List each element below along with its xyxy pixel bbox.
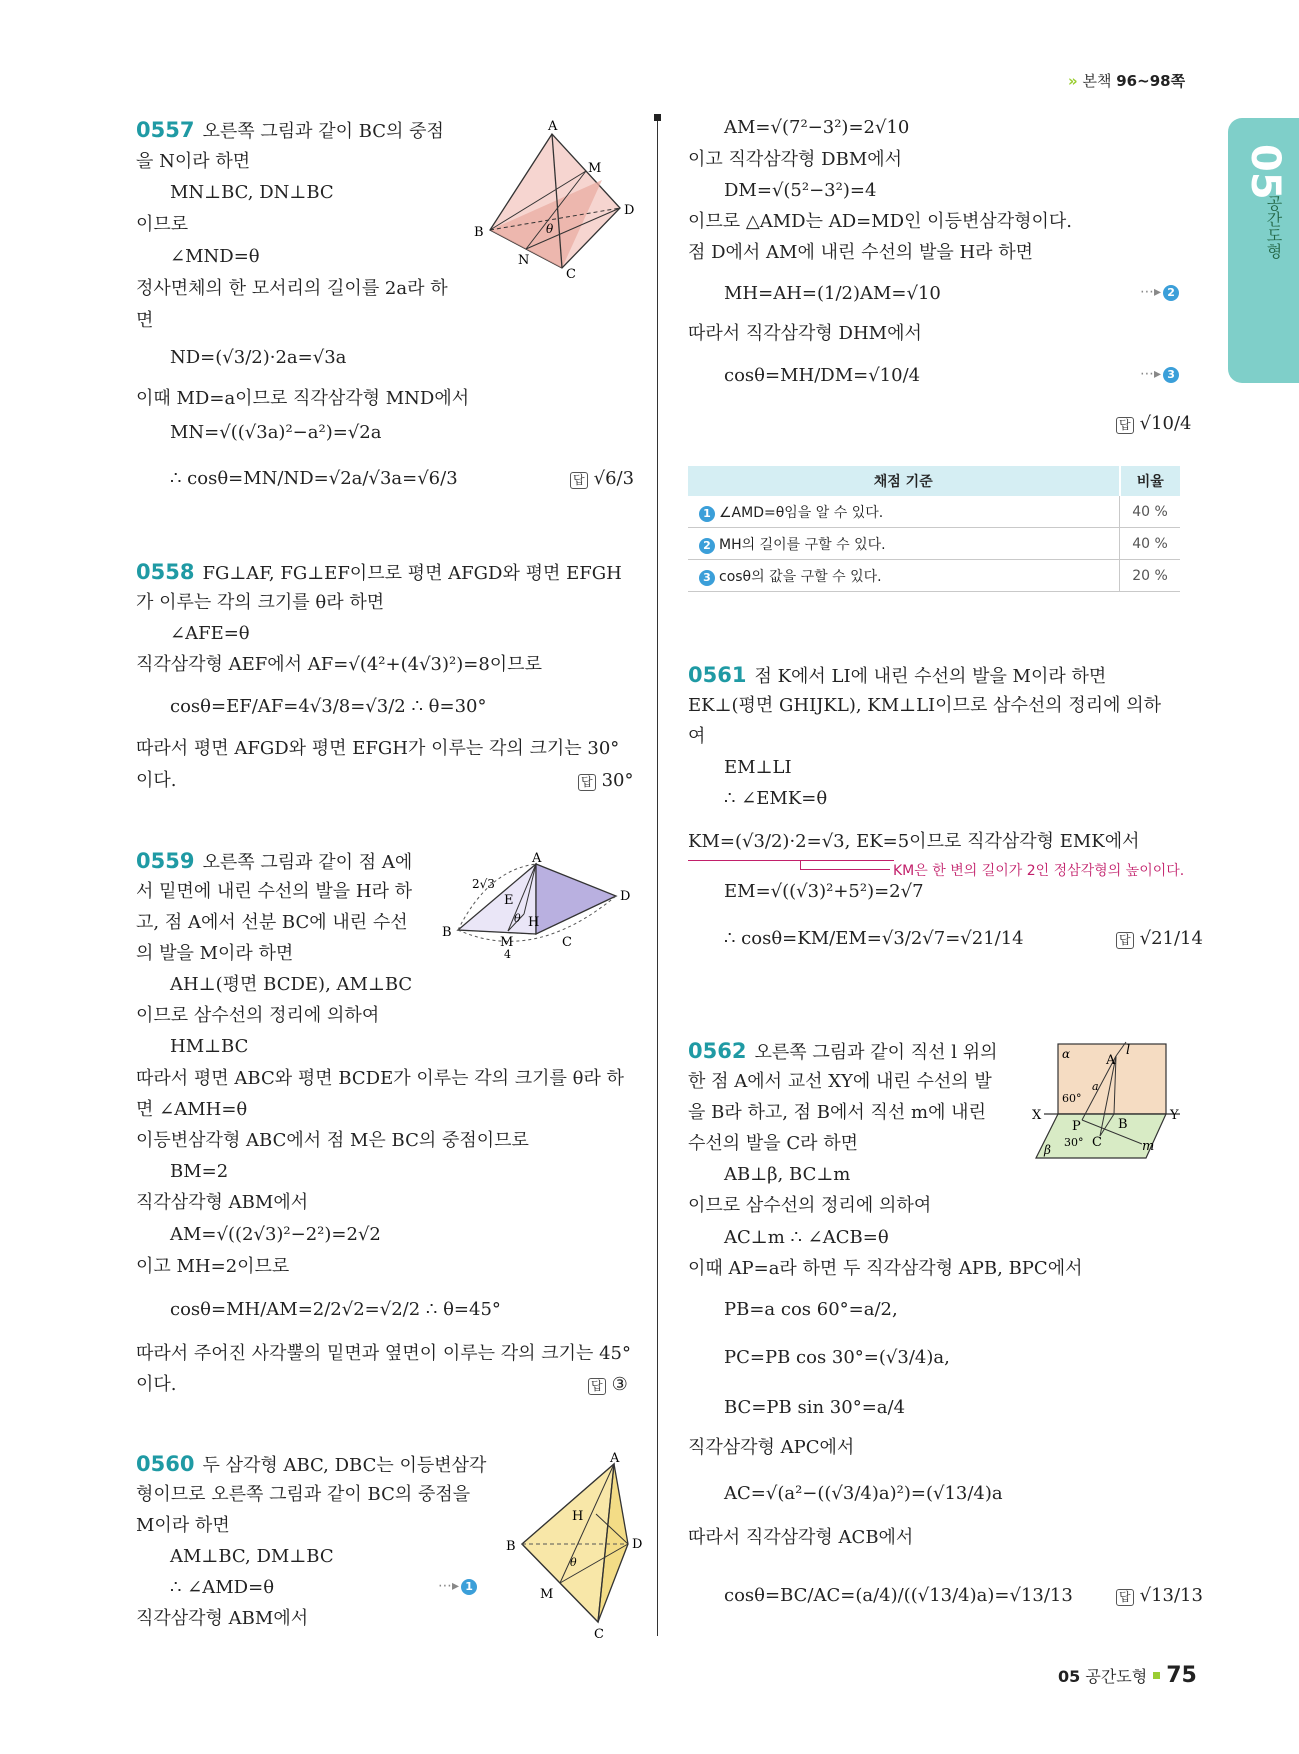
text-line: 이고 MH=2이므로 (136, 1256, 290, 1277)
table-row: 3 cosθ의 값을 구할 수 있다. 20 % (688, 560, 1180, 592)
text-line: M이라 하면 (136, 1515, 230, 1536)
page-range: 96~98쪽 (1116, 72, 1186, 90)
text-line: 형이므로 오른쪽 그림과 같이 BC의 중점을 (136, 1484, 471, 1505)
footer-chapter-title: 공간도형 (1085, 1667, 1148, 1686)
text-line: 따라서 직각삼각형 ACB에서 (688, 1527, 914, 1548)
problem-number: 0560 (136, 1452, 195, 1476)
svg-text:a: a (1092, 1080, 1099, 1093)
equation: MN=√((√3a)²−a²)=√2a (170, 422, 382, 443)
text-line: HM⊥BC (170, 1036, 249, 1057)
problem-number: 0562 (688, 1039, 747, 1063)
svg-text:N: N (518, 253, 530, 268)
svg-text:E: E (504, 893, 514, 908)
svg-text:A: A (1106, 1053, 1116, 1068)
text-line: EM⊥LI (724, 757, 792, 778)
svg-text:α: α (1062, 1047, 1071, 1061)
svg-text:D: D (632, 1537, 643, 1552)
text-line: 두 삼각형 ABC, DBC는 이등변삼각 (202, 1455, 487, 1476)
svg-text:θ: θ (546, 222, 554, 236)
answer-value: √6/3 (593, 468, 635, 489)
equation: AC=√(a²−((√3/4)a)²)=(√13/4)a (724, 1483, 1003, 1504)
text-line: 을 N이라 하면 (136, 151, 251, 172)
equation: DM=√(5²−3²)=4 (724, 180, 877, 201)
text-line: ∠AFE=θ (170, 623, 250, 644)
chapter-tab-title: 공간도형 (1264, 195, 1283, 259)
text-line: 이므로 삼수선의 정리에 의하여 (136, 1005, 380, 1026)
text-line: 점 D에서 AM에 내린 수선의 발을 H라 하면 (688, 242, 1034, 263)
text-line: 직각삼각형 AEF에서 AF=√(4²+(4√3)²)=8이므로 (136, 654, 542, 675)
text-line: 이다. (136, 770, 177, 791)
text-line: 면 ∠AMH=θ (136, 1099, 248, 1120)
divider-mark (654, 114, 661, 121)
text-line: AH⊥(평면 BCDE), AM⊥BC (170, 974, 413, 995)
svg-text:2√3: 2√3 (472, 877, 495, 891)
text-line: AC⊥m ∴ ∠ACB=θ (724, 1227, 889, 1248)
svg-text:H: H (528, 915, 540, 930)
answer (588, 1373, 628, 1397)
answer (578, 769, 634, 793)
answer-mark-icon: 답 (588, 1378, 606, 1395)
svg-text:C: C (566, 267, 576, 282)
equation: AM=√(7²−3²)=2√10 (724, 117, 910, 138)
text-line: 따라서 주어진 사각뿔의 밑면과 옆면이 이루는 각의 크기는 45° (136, 1343, 631, 1364)
answer-mark-icon: 답 (1116, 932, 1134, 949)
problem-number: 0561 (688, 663, 747, 687)
text-line: ∠MND=θ (170, 246, 260, 267)
svg-text:30°: 30° (1064, 1136, 1084, 1149)
text-line: 따라서 평면 ABC와 평면 BCDE가 이루는 각의 크기를 θ라 하 (136, 1068, 624, 1089)
svg-text:M: M (588, 161, 602, 176)
equation: PB=a cos 60°=a/2, (724, 1299, 898, 1320)
text-line: 오른쪽 그림과 같이 BC의 중점 (202, 121, 444, 142)
svg-text:M: M (500, 935, 514, 950)
svg-text:B: B (474, 225, 484, 240)
answer-mark-icon: 답 (570, 472, 588, 489)
text-line: ∴ ∠AMD=θ (170, 1577, 275, 1598)
svg-text:B: B (1118, 1117, 1128, 1132)
equation: cosθ=EF/AF=4√3/8=√3/2 ∴ θ=30° (170, 696, 487, 717)
text-line: 이때 MD=a이므로 직각삼각형 MND에서 (136, 388, 470, 409)
grading-criteria-table (688, 466, 1180, 592)
note-connector (800, 869, 890, 870)
page-footer (1058, 1663, 1197, 1688)
equation: cosθ=MH/AM=2/2√2=√2/2 ∴ θ=45° (170, 1299, 501, 1320)
equation: KM=(√3/2)·2=√3, EK=5이므로 직각삼각형 EMK에서 (688, 831, 1140, 852)
footer-chapter-number: 05 (1058, 1667, 1081, 1686)
svg-text:H: H (572, 1509, 584, 1524)
text-line: 의 발을 M이라 하면 (136, 943, 294, 964)
answer-value: √21/14 (1139, 928, 1203, 949)
text-line: 이고 직각삼각형 DBM에서 (688, 149, 903, 170)
answer-mark-icon: 답 (578, 774, 596, 791)
pyramid-figure (438, 852, 638, 962)
problem-number: 0559 (136, 849, 195, 873)
answer-mark-icon: 답 (1116, 417, 1134, 434)
tetrahedron-figure (470, 118, 640, 283)
text-line: 오른쪽 그림과 같이 직선 l 위의 (754, 1042, 998, 1063)
answer (1116, 412, 1191, 436)
svg-text:θ: θ (514, 912, 521, 925)
text-line: 이때 AP=a라 하면 두 직각삼각형 APB, BPC에서 (688, 1258, 1083, 1279)
text-line: MN⊥BC, DN⊥BC (170, 182, 334, 203)
svg-text:X: X (1032, 1108, 1042, 1123)
side-note: KM은 한 변의 길이가 2인 정삼각형의 높이이다. (893, 863, 1185, 879)
ratio-header: 비율 (1120, 466, 1181, 496)
equation: cosθ=BC/AC=(a/4)/((√13/4)a)=√13/13 (724, 1585, 1073, 1606)
answer-mark-icon: 답 (1116, 1589, 1134, 1606)
step-marker-3: ⋯▸ 3 (1140, 366, 1183, 383)
svg-text:C: C (562, 935, 572, 950)
text-line: 이므로 △AMD는 AD=MD인 이등변삼각형이다. (688, 211, 1073, 232)
svg-text:P: P (1072, 1119, 1081, 1134)
text-line: 이다. (136, 1374, 177, 1395)
equation: MH=AH=(1/2)AM=√10 (724, 283, 941, 304)
text-line: 이등변삼각형 ABC에서 점 M은 BC의 중점이므로 (136, 1130, 529, 1151)
svg-text:60°: 60° (1062, 1092, 1082, 1105)
text-line: 을 B라 하고, 점 B에서 직선 m에 내린 (688, 1102, 986, 1123)
page-number: 75 (1166, 1663, 1197, 1688)
svg-text:β: β (1044, 1143, 1051, 1157)
svg-text:D: D (624, 203, 635, 218)
equation: ∴ cosθ=KM/EM=√3/2√7=√21/14 (724, 928, 1024, 949)
answer (1116, 927, 1203, 951)
answer (570, 467, 634, 491)
column-divider (657, 116, 658, 1636)
answer-value: √13/13 (1139, 1585, 1203, 1606)
svg-text:m: m (1142, 1139, 1155, 1154)
text-line: EK⊥(평면 GHIJKL), KM⊥LI이므로 삼수선의 정리에 의하 (688, 695, 1161, 716)
svg-text:A: A (610, 1451, 620, 1466)
table-row: 2 MH의 길이를 구할 수 있다. 40 % (688, 528, 1180, 560)
text-line: 따라서 평면 AFGD와 평면 EFGH가 이루는 각의 크기는 30° (136, 738, 620, 759)
text-line: AM⊥BC, DM⊥BC (170, 1546, 334, 1567)
text-line: 이므로 (136, 214, 189, 235)
equation: cosθ=MH/DM=√10/4 (724, 365, 921, 386)
note-underline (688, 860, 894, 861)
text-line: 가 이루는 각의 크기를 θ라 하면 (136, 592, 385, 613)
text-line: 수선의 발을 C라 하면 (688, 1133, 859, 1154)
planes-figure (1030, 1040, 1190, 1162)
text-line: 직각삼각형 ABM에서 (136, 1192, 309, 1213)
svg-text:B: B (442, 925, 452, 940)
text-line: 직각삼각형 APC에서 (688, 1437, 855, 1458)
answer-value: 30° (601, 770, 634, 791)
problem-number: 0558 (136, 560, 195, 584)
answer-value: √10/4 (1139, 413, 1192, 434)
svg-text:4: 4 (504, 948, 511, 961)
text-line: 따라서 직각삼각형 DHM에서 (688, 323, 922, 344)
text-line: 고, 점 A에서 선분 BC에 내린 수선 (136, 912, 408, 933)
svg-text:C: C (594, 1627, 604, 1642)
answer (1116, 1584, 1203, 1608)
text-line: 이므로 삼수선의 정리에 의하여 (688, 1195, 932, 1216)
text-line: 정사면체의 한 모서리의 길이를 2a라 하 (136, 278, 448, 299)
answer-value: ③ (611, 1374, 628, 1395)
text-line: 면 (136, 310, 154, 331)
svg-text:B: B (506, 1539, 516, 1554)
problem-number: 0557 (136, 118, 195, 142)
chevron-right-icon: » (1068, 72, 1078, 90)
text-line: ∴ ∠EMK=θ (724, 788, 828, 809)
svg-text:A: A (532, 851, 542, 866)
equation: PC=PB cos 30°=(√3/4)a, (724, 1347, 950, 1368)
label-A: A (548, 119, 558, 134)
book-ref: 본책 (1082, 72, 1112, 90)
svg-text:Y: Y (1170, 1108, 1179, 1123)
svg-text:C: C (1092, 1135, 1102, 1150)
svg-text:D: D (620, 889, 631, 904)
svg-text:M: M (540, 1587, 554, 1602)
text-line: FG⊥AF, FG⊥EF이므로 평면 AFGD와 평면 EFGH (202, 563, 622, 584)
step-marker-1: ⋯▸ 1 (438, 1578, 481, 1595)
text-line: 한 점 A에서 교선 XY에 내린 수선의 발 (688, 1071, 992, 1092)
criteria-header: 채점 기준 (688, 466, 1120, 496)
equation: BC=PB sin 30°=a/4 (724, 1397, 906, 1418)
text-line: 여 (688, 726, 706, 747)
tetrahedron-abcd-figure (500, 1451, 643, 1642)
svg-text:θ: θ (570, 1556, 577, 1569)
text-line: 오른쪽 그림과 같이 점 A에 (202, 852, 413, 873)
equation: EM=√((√3)²+5²)=2√7 (724, 881, 924, 902)
equation: ∴ cosθ=MN/ND=√2a/√3a=√6/3 (170, 468, 458, 489)
text-line: BM=2 (170, 1161, 229, 1182)
text-line: 점 K에서 LI에 내린 수선의 발을 M이라 하면 (754, 666, 1107, 687)
text-line: AB⊥β, BC⊥m (724, 1164, 851, 1185)
equation: AM=√((2√3)²−2²)=2√2 (170, 1224, 381, 1245)
page-header (1068, 70, 1185, 91)
square-icon (1153, 1672, 1160, 1679)
text-line: 직각삼각형 ABM에서 (136, 1608, 309, 1629)
step-marker-2: ⋯▸ 2 (1140, 284, 1183, 301)
table-row: 1 ∠AMD=θ임을 알 수 있다. 40 % (688, 496, 1180, 528)
equation: ND=(√3/2)·2a=√3a (170, 347, 347, 368)
text-line: 서 밑면에 내린 수선의 발을 H라 하 (136, 881, 413, 902)
svg-text:l: l (1126, 1043, 1131, 1058)
chapter-tab-number: 05 (1242, 144, 1288, 200)
